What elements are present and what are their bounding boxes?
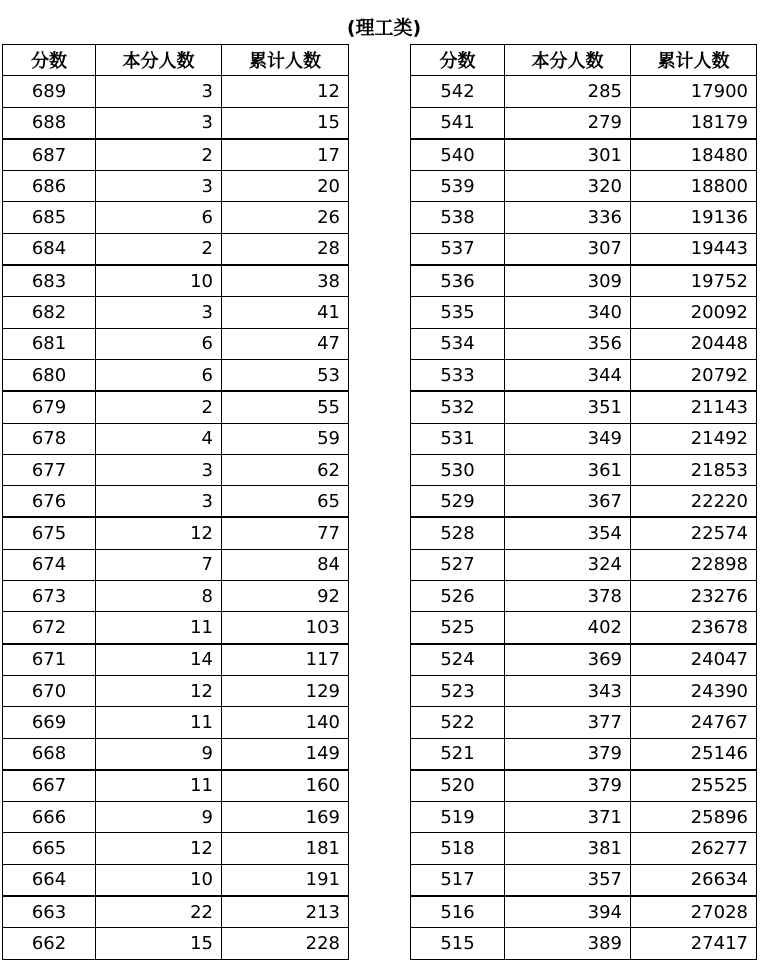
table-row [3,928,349,959]
score-cell: 669 [3,707,96,738]
score-cell: 525 [411,612,505,644]
table-row [411,265,757,297]
table-row [3,738,349,770]
score-cell: 680 [3,359,96,391]
count-cell: 381 [505,833,631,864]
count-cell: 6 [96,328,222,359]
table-row [411,76,757,107]
table-row [411,833,757,864]
count-cell: 12 [96,517,222,549]
count-cell: 301 [505,139,631,171]
header-cumulative: 累计人数 [631,45,757,76]
header-count: 本分人数 [96,45,222,76]
count-cell: 10 [96,864,222,896]
cumulative-cell: 26277 [631,833,757,864]
table-row [411,107,757,139]
table-row [411,675,757,706]
table-row [411,202,757,233]
table-row [411,359,757,391]
page-title: (理工类) [346,17,422,39]
cumulative-cell: 47 [222,328,349,359]
count-cell: 8 [96,581,222,612]
table-row [3,707,349,738]
table-row [411,233,757,265]
score-cell: 534 [411,328,505,359]
cumulative-cell: 191 [222,864,349,896]
table-row [3,770,349,802]
cumulative-cell: 53 [222,359,349,391]
count-cell: 12 [96,675,222,706]
table-row [411,802,757,833]
cumulative-cell: 160 [222,770,349,802]
header-row [3,45,349,76]
count-cell: 377 [505,707,631,738]
count-cell: 6 [96,359,222,391]
cumulative-cell: 22220 [631,486,757,518]
count-cell: 11 [96,707,222,738]
count-cell: 3 [96,76,222,107]
cumulative-cell: 103 [222,612,349,644]
score-cell: 676 [3,486,96,518]
table-row [411,328,757,359]
cumulative-cell: 77 [222,517,349,549]
cumulative-cell: 24390 [631,675,757,706]
score-cell: 671 [3,644,96,676]
score-cell: 520 [411,770,505,802]
score-cell: 542 [411,76,505,107]
score-cell: 663 [3,896,96,928]
table-row [3,359,349,391]
table-row [3,202,349,233]
header-score: 分数 [3,45,96,76]
cumulative-cell: 20 [222,171,349,202]
cumulative-cell: 26 [222,202,349,233]
table-row [411,486,757,518]
count-cell: 12 [96,833,222,864]
table-row [411,423,757,454]
score-cell: 539 [411,171,505,202]
count-cell: 7 [96,549,222,580]
score-cell: 533 [411,359,505,391]
count-cell: 15 [96,928,222,959]
score-cell: 528 [411,517,505,549]
table-row [411,612,757,644]
count-cell: 340 [505,297,631,328]
cumulative-cell: 181 [222,833,349,864]
cumulative-cell: 21143 [631,391,757,423]
table-row [3,486,349,518]
count-cell: 361 [505,454,631,485]
cumulative-cell: 23276 [631,581,757,612]
table-row [3,233,349,265]
count-cell: 3 [96,454,222,485]
cumulative-cell: 25146 [631,738,757,770]
count-cell: 378 [505,581,631,612]
cumulative-cell: 84 [222,549,349,580]
table-row [3,833,349,864]
cumulative-cell: 41 [222,297,349,328]
table-row [3,328,349,359]
table-row [411,171,757,202]
table-row [3,391,349,423]
cumulative-cell: 24047 [631,644,757,676]
count-cell: 2 [96,233,222,265]
score-cell: 515 [411,928,505,959]
table-row [3,517,349,549]
cumulative-cell: 92 [222,581,349,612]
table-row [411,707,757,738]
count-cell: 3 [96,107,222,139]
cumulative-cell: 59 [222,423,349,454]
cumulative-cell: 23678 [631,612,757,644]
cumulative-cell: 27417 [631,928,757,959]
cumulative-cell: 26634 [631,864,757,896]
cumulative-cell: 117 [222,644,349,676]
table-row [411,896,757,928]
score-cell: 673 [3,581,96,612]
score-cell: 679 [3,391,96,423]
count-cell: 4 [96,423,222,454]
score-cell: 526 [411,581,505,612]
score-cell: 519 [411,802,505,833]
cumulative-cell: 140 [222,707,349,738]
score-cell: 677 [3,454,96,485]
score-cell: 665 [3,833,96,864]
score-cell: 527 [411,549,505,580]
count-cell: 389 [505,928,631,959]
cumulative-cell: 20448 [631,328,757,359]
table-row [3,675,349,706]
cumulative-cell: 21492 [631,423,757,454]
table-row [3,581,349,612]
score-cell: 532 [411,391,505,423]
cumulative-cell: 62 [222,454,349,485]
score-table-right [410,44,757,960]
cumulative-cell: 65 [222,486,349,518]
cumulative-cell: 21853 [631,454,757,485]
cumulative-cell: 22574 [631,517,757,549]
score-cell: 689 [3,76,96,107]
count-cell: 402 [505,612,631,644]
count-cell: 357 [505,864,631,896]
cumulative-cell: 20792 [631,359,757,391]
score-cell: 535 [411,297,505,328]
score-cell: 524 [411,644,505,676]
count-cell: 324 [505,549,631,580]
count-cell: 9 [96,802,222,833]
cumulative-cell: 38 [222,265,349,297]
score-cell: 678 [3,423,96,454]
score-cell: 668 [3,738,96,770]
cumulative-cell: 20092 [631,297,757,328]
header-count: 本分人数 [505,45,631,76]
count-cell: 307 [505,233,631,265]
score-cell: 670 [3,675,96,706]
table-row [3,171,349,202]
table-row [411,928,757,959]
table-row [3,139,349,171]
count-cell: 369 [505,644,631,676]
cumulative-cell: 22898 [631,549,757,580]
score-cell: 537 [411,233,505,265]
score-cell: 666 [3,802,96,833]
score-cell: 672 [3,612,96,644]
score-cell: 664 [3,864,96,896]
cumulative-cell: 15 [222,107,349,139]
count-cell: 379 [505,738,631,770]
table-row [3,612,349,644]
score-cell: 518 [411,833,505,864]
table-row [411,644,757,676]
score-cell: 682 [3,297,96,328]
count-cell: 10 [96,265,222,297]
cumulative-cell: 19136 [631,202,757,233]
table-row [3,297,349,328]
table-row [411,517,757,549]
count-cell: 356 [505,328,631,359]
cumulative-cell: 12 [222,76,349,107]
score-cell: 688 [3,107,96,139]
score-cell: 667 [3,770,96,802]
cumulative-cell: 18480 [631,139,757,171]
table-row [3,864,349,896]
table-row [411,581,757,612]
count-cell: 2 [96,139,222,171]
table-row [411,738,757,770]
score-cell: 530 [411,454,505,485]
table-row [411,549,757,580]
cumulative-cell: 17900 [631,76,757,107]
cumulative-cell: 24767 [631,707,757,738]
table-row [411,770,757,802]
cumulative-cell: 25525 [631,770,757,802]
table-row [411,864,757,896]
score-cell: 516 [411,896,505,928]
cumulative-cell: 149 [222,738,349,770]
count-cell: 11 [96,770,222,802]
count-cell: 3 [96,486,222,518]
score-cell: 538 [411,202,505,233]
cumulative-cell: 17 [222,139,349,171]
table-row [3,454,349,485]
score-cell: 531 [411,423,505,454]
count-cell: 279 [505,107,631,139]
header-cumulative: 累计人数 [222,45,349,76]
cumulative-cell: 129 [222,675,349,706]
score-cell: 541 [411,107,505,139]
count-cell: 343 [505,675,631,706]
table-row [411,297,757,328]
header-row [411,45,757,76]
count-cell: 354 [505,517,631,549]
count-cell: 3 [96,171,222,202]
score-cell: 540 [411,139,505,171]
count-cell: 11 [96,612,222,644]
count-cell: 367 [505,486,631,518]
table-row [411,391,757,423]
score-cell: 521 [411,738,505,770]
score-cell: 687 [3,139,96,171]
table-row [411,454,757,485]
count-cell: 22 [96,896,222,928]
count-cell: 285 [505,76,631,107]
score-cell: 662 [3,928,96,959]
table-row [3,896,349,928]
header-score: 分数 [411,45,505,76]
score-cell: 523 [411,675,505,706]
cumulative-cell: 18800 [631,171,757,202]
cumulative-cell: 18179 [631,107,757,139]
score-cell: 675 [3,517,96,549]
cumulative-cell: 55 [222,391,349,423]
table-row [3,549,349,580]
score-cell: 536 [411,265,505,297]
cumulative-cell: 19443 [631,233,757,265]
table-row [3,265,349,297]
cumulative-cell: 213 [222,896,349,928]
score-cell: 674 [3,549,96,580]
count-cell: 309 [505,265,631,297]
count-cell: 349 [505,423,631,454]
cumulative-cell: 228 [222,928,349,959]
cumulative-cell: 27028 [631,896,757,928]
table-row [3,76,349,107]
score-cell: 684 [3,233,96,265]
count-cell: 9 [96,738,222,770]
cumulative-cell: 169 [222,802,349,833]
count-cell: 371 [505,802,631,833]
score-cell: 686 [3,171,96,202]
cumulative-cell: 25896 [631,802,757,833]
cumulative-cell: 19752 [631,265,757,297]
table-row [411,139,757,171]
score-cell: 683 [3,265,96,297]
count-cell: 320 [505,171,631,202]
count-cell: 6 [96,202,222,233]
score-cell: 685 [3,202,96,233]
score-cell: 522 [411,707,505,738]
count-cell: 14 [96,644,222,676]
count-cell: 336 [505,202,631,233]
count-cell: 351 [505,391,631,423]
cumulative-cell: 28 [222,233,349,265]
score-cell: 517 [411,864,505,896]
score-cell: 681 [3,328,96,359]
count-cell: 379 [505,770,631,802]
count-cell: 344 [505,359,631,391]
score-table-left [2,44,349,960]
score-cell: 529 [411,486,505,518]
table-row [3,107,349,139]
table-row [3,644,349,676]
count-cell: 394 [505,896,631,928]
table-row [3,802,349,833]
table-row [3,423,349,454]
count-cell: 2 [96,391,222,423]
count-cell: 3 [96,297,222,328]
